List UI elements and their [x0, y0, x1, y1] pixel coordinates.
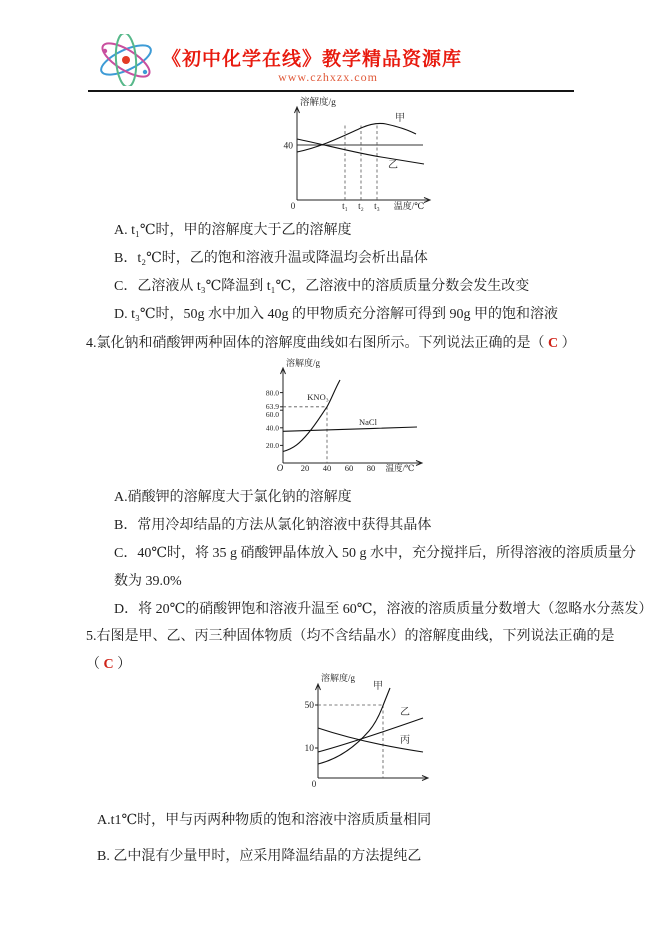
q5-answer-letter: C: [103, 657, 114, 672]
q4-option-c-line2: 数为 39.0%: [114, 574, 182, 589]
chart2-ytick-40: 40.0: [265, 423, 279, 433]
chart2-curve-nacl: [283, 427, 417, 431]
site-title: 《初中化学在线》教学精品资源库: [162, 49, 463, 70]
header-divider: [88, 90, 574, 92]
chart1-curve-yi: [297, 139, 424, 164]
q5-answer-line: [86, 651, 131, 679]
chart2-ytick-80: 80.0: [265, 388, 279, 398]
q3-option-d: D. t₃℃时，50g 水中加入 40g 的甲物质充分溶解可得到 90g 甲的饱和溶液: [114, 307, 559, 322]
chart2-xtick-80: 80: [366, 463, 376, 473]
chart3-dashed-guides: [318, 705, 383, 778]
q5-stem: 5.右图是甲、乙、丙三种固体物质（均不含结晶水）的溶解度曲线，下列说法正确的是: [86, 629, 615, 644]
chart1-xtick-t1: t₁: [342, 201, 348, 211]
chart1-xtick-t3: t₃: [374, 201, 380, 211]
q3-option-b: B．t₂℃时，乙的饱和溶液升温或降温均会析出晶体: [114, 251, 428, 266]
chart1-curve-jia: [297, 123, 416, 152]
logo-atom-icon: [94, 34, 158, 86]
chart1-ylabel: 溶解度/g: [300, 98, 336, 108]
q3-option-a: A. t₁℃时，甲的溶解度大于乙的溶解度: [114, 223, 352, 238]
chart1-axes: [295, 107, 431, 203]
chart2-curve-kno3: [283, 380, 340, 452]
chart2-ylabel: 溶解度/g: [286, 358, 321, 368]
q4-stem-close: ）: [558, 336, 576, 351]
q4-answer-letter: C: [548, 336, 559, 351]
chart2-ytick-60: 60.0: [265, 410, 279, 419]
chart1-xtick-t2: t₂: [358, 201, 364, 211]
chart3-curve-jia: [318, 688, 390, 764]
chart3-ytick-50: 50: [304, 701, 314, 711]
chart2-ytick-20: 20.0: [265, 441, 279, 450]
chart3-series-bing-label: 丙: [400, 735, 410, 746]
q5-option-b: B. 乙中混有少量甲时，应采用降温结晶的方法提纯乙: [97, 849, 422, 864]
chart1-series-jia-label: 甲: [395, 113, 405, 124]
q4-option-a: A.硝酸钾的溶解度大于氯化钠的溶解度: [114, 490, 352, 505]
chart-solubility-q5: [288, 672, 438, 794]
q3-option-c: C．乙溶液从 t₃℃降温到 t₁℃，乙溶液中的溶质质量分数会发生改变: [114, 279, 530, 294]
chart2-series-nacl-label: NaCl: [359, 417, 377, 427]
atom-nucleus: [122, 56, 130, 64]
chart1-ytick-40: 40: [283, 141, 293, 152]
chart3-origin-label: 0: [311, 779, 317, 789]
site-url: www.czhxzx.com: [278, 70, 378, 84]
chart1-origin-label: 0: [290, 201, 296, 211]
chart3-ylabel: 溶解度/g: [321, 673, 356, 683]
q4-option-c-line1: C．40℃时，将 35 g 硝酸钾晶体放入 50 g 水中，充分搅拌后，所得溶液的溶质质量分: [114, 546, 636, 561]
chart1-dashed-guides: [345, 125, 377, 200]
q5-option-a: A.t1℃时，甲与丙两种物质的饱和溶液中溶质质量相同: [97, 813, 432, 828]
chart2-xtick-60: 60: [344, 463, 354, 473]
chart2-series-kno3-label: KNO₃: [307, 392, 329, 402]
q4-stem-text: 4.氯化钠和硝酸钾两种固体的溶解度曲线如右图所示。下列说法正确的是（: [86, 336, 548, 351]
q4-option-b: B．常用冷却结晶的方法从氯化钠溶液中获得其晶体: [114, 518, 432, 533]
q5-answer-close: ）: [113, 657, 132, 672]
atom-electron: [103, 49, 107, 53]
q4-option-d: D．将 20℃的硝酸钾饱和溶液升温至 60℃，溶液的溶质质量分数增大（忽略水分蒸发）: [114, 602, 653, 617]
chart2-origin-label: O: [276, 463, 284, 473]
chart2-xtick-40: 40: [322, 463, 332, 473]
chart3-series-yi-label: 乙: [400, 707, 410, 718]
chart1-series-yi-label: 乙: [388, 160, 398, 171]
chart2-dashed-guides: [283, 407, 327, 463]
chart-solubility-q4: [252, 356, 437, 478]
chart2-xlabel: 温度/℃: [385, 463, 415, 473]
chart3-ytick-10: 10: [304, 744, 314, 754]
chart-solubility-q3: [266, 95, 436, 215]
chart2-ytick-639: 63.9: [265, 402, 279, 411]
q4-stem: [86, 330, 576, 358]
chart1-xlabel: 温度/℃: [393, 201, 425, 211]
q5-answer-open: （: [86, 657, 104, 672]
atom-electron: [143, 70, 147, 74]
chart2-xtick-20: 20: [300, 463, 310, 473]
chart3-series-jia-label: 甲: [373, 681, 383, 692]
chart2-axes: [280, 368, 422, 466]
